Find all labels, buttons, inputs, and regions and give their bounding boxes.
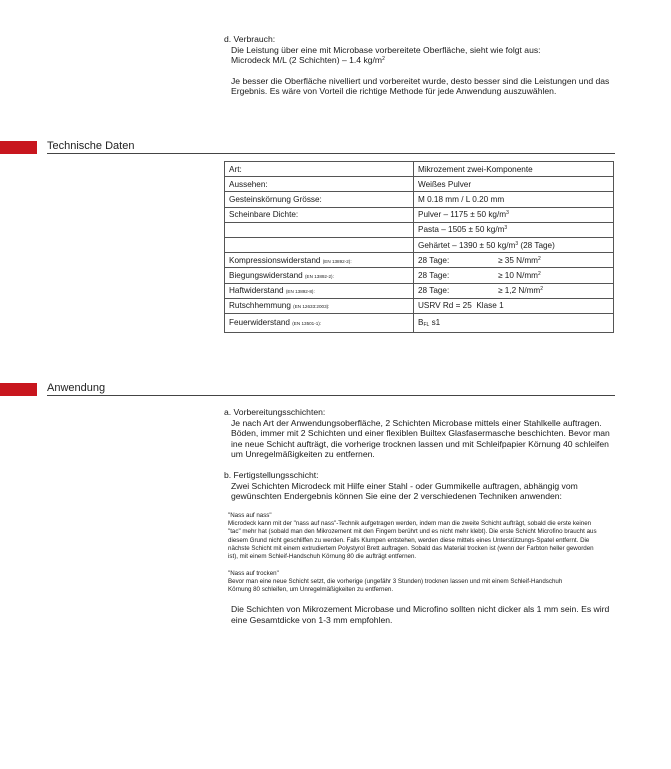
table-value: Mikrozement zwei-Komponente: [414, 162, 614, 177]
table-value: 28 Tage: ≥ 1,2 $N/mm^2$: [414, 283, 614, 298]
technique-title: "Nass auf nass": [228, 511, 272, 519]
section-marker-tech: [0, 141, 37, 154]
table-key: Kompressionswiderstand (EN 13892-2):: [225, 253, 414, 268]
table-value: 28 Tage: ≥ 35 $N/mm^2$: [414, 253, 614, 268]
section-marker-application: [0, 383, 37, 396]
table-value: M 0.18 mm / L 0.20 mm: [414, 192, 614, 207]
consumption-heading: d. Verbrauch:: [224, 34, 276, 44]
table-key: Art:: [225, 162, 414, 177]
table-key: Gesteinskörnung Grösse:: [225, 192, 414, 207]
section-rule-tech: [47, 153, 615, 154]
consumption-paragraph: Je besser die Oberfläche nivelliert und vorbereitet wurde, desto besser sind die Leistungen und das Ergebnis. Es wäre von Vorteil die richtige Methode für jede Anwendung auszuwählen.: [231, 75, 610, 97]
table-key: Biegungswiderstand (EN 13892-2):: [225, 268, 414, 283]
table-row: [225, 162, 614, 177]
technique-wet-on-wet: [224, 512, 603, 562]
table-key: Rutschhemmung (EN 12633:2003):: [225, 298, 414, 313]
table-value: 28 Tage: ≥ 10 $N/mm^2$: [414, 268, 614, 283]
table-key: [225, 222, 414, 237]
table-key: [225, 237, 414, 252]
consumption-line-2: Microdeck M/L (2 Schichten) – 1.4 $kg/m^2$: [231, 55, 385, 66]
application-block: [224, 407, 622, 626]
consumption-line-1: Die Leistung über eine mit Microbase vorbereitete Oberfläche, sieht wie folgt aus:: [231, 44, 541, 55]
table-value: $B_{FL}$ s1: [414, 313, 614, 332]
step-a-heading: a. Vorbereitungsschichten:: [224, 407, 326, 417]
technical-data-table: [224, 161, 614, 333]
table-row: [225, 268, 614, 283]
table-key: Scheinbare Dichte:: [225, 207, 414, 222]
table-row: [225, 207, 614, 222]
step-a-text: Je nach Art der Anwendungsoberfläche, 2 Schichten Microbase mittels einer Stahlkelle auftragen. Böden, immer mit 2 Schichten und einer flexiblen Builtex Glasfasermasche beschichten. Bevor man ine neue Schicht aufträgt, die vorherige trocknen lassen und mit Schleifpapier Körnung 40 schleifen um Unregelmäßigkeiten zu entfernen.: [231, 417, 610, 460]
section-title-tech: Technische Daten: [47, 140, 135, 152]
table-row: [225, 177, 614, 192]
table-row: [225, 283, 614, 298]
table-row: [225, 237, 614, 252]
table-value: Gehärtet – 1390 ± 50 $kg/m^3$ (28 Tage): [414, 237, 614, 252]
table-key: Feuerwiderstand (EN 13501-1):: [225, 313, 414, 332]
table-value: USRV Rd = 25 Klase 1: [414, 298, 614, 313]
technique-text: Bevor man eine neue Schicht setzt, die vorherige (ungefähr 3 Stunden) trocknen lassen und mit einem Schleif-Handschuh Körnung 80 schleifen, um Unregelmäßigkeiten zu entfernen.: [228, 577, 563, 594]
table-value: Pulver – 1175 ± 50 $kg/m^3$: [414, 207, 614, 222]
technique-wet-on-dry: [224, 570, 603, 595]
table-row: [225, 222, 614, 237]
section-rule-application: [47, 395, 615, 396]
table-value: Pasta – 1505 ± 50 $kg/m^3$: [414, 222, 614, 237]
technique-title: "Nass auf trocken": [228, 569, 279, 577]
table-key: Haftwiderstand (EN 13892-8):: [225, 283, 414, 298]
table-key: Aussehen:: [225, 177, 414, 192]
step-b-heading: b. Fertigstellungsschicht:: [224, 469, 319, 480]
table-value: Weißes Pulver: [414, 177, 614, 192]
section-title-application: Anwendung: [47, 382, 106, 394]
technique-text: Microdeck kann mit der "nass auf nass"-Technik aufgetragen werden, indem man die zweite Schicht aufträgt, sobald die erste keinen "tac" mehr hat (sobald man den Mikrozement mit den Fingern berührt und es nicht mehr klebt). Die erste Schicht Microfino braucht aus diesem Grund nicht geschliffen zu werden. Falls Klumpen entstehen, werden diese mittels eines Unterstützungs-Spatel entfernt. Die nächste Schicht mit einem extrudiertem Polystyrol Brett auftragen. Sobald das Material trocken ist (wenn der Farbton heller geworden ist), mit einem Schleif-Handschuh Körnung 80 die aufträgt entfernen.: [228, 520, 597, 561]
table-row: [225, 313, 614, 332]
table-row: [225, 253, 614, 268]
table-row: [225, 298, 614, 313]
consumption-block: [224, 34, 624, 97]
final-note: Die Schichten von Mikrozement Microbase und Microfino sollten nicht dicker als 1 mm sein. Es wird eine Gesamtdicke von 1-3 mm empfohlen.: [231, 604, 610, 626]
step-b-text: Zwei Schichten Microdeck mit Hilfe einer Stahl - oder Gummikelle auftragen, abhängig vom gewünschten Endergebnis können Sie eine der 2 verschiedenen Techniken anwenden:: [231, 480, 578, 502]
table-row: [225, 192, 614, 207]
